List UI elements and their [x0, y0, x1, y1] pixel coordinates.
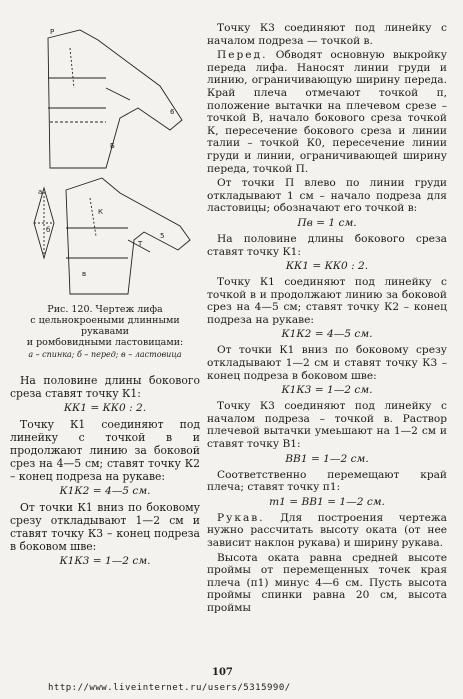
right-column	[207, 22, 447, 617]
right-paragraph-10: Высота оката равна средней высоте проймы от перемещенных точек края плеча (п1) минус 4—6 см. Пусть высота проймы спинки равна 20 см, высота проймы	[207, 551, 447, 614]
right-paragraph-8: Соответственно перемещают край плеча; ставят точку п1:	[207, 468, 447, 494]
label-T: Т	[138, 240, 143, 248]
page-number: 107	[212, 667, 233, 678]
left-formula-3: К1К3 = 1—2 см.	[59, 555, 151, 567]
left-column	[10, 18, 200, 571]
right-paragraph-3: От точки П влево по линии груди откладывают 1 см – начало подреза для ластовицы; обозначают его точкой в:	[207, 177, 447, 215]
left-paragraph-3: От точки К1 вниз по боковому срезу откладывают 1—2 см и ставят точку К3 – конец подреза в боковом шве:	[10, 501, 200, 553]
right-paragraph-2: Обводят основную выкройку переда лифа. Наносят линии груди и линию, ограничивающую ширину переда. Край плеча отмечают точкой п, положение вытачки на плечевом срезе – точкой В, начало бокового среза точкой К, пересечение бокового среза и линии талии – точкой К0, пересечение линии груди и линии, ограничивающей ширину переда, точкой П.	[207, 49, 447, 175]
section-head-sleeve: Рукав.	[217, 511, 265, 524]
right-paragraph-6: От точки К1 вниз по боковому срезу откладывают 1—2 см и ставят точку К3 – конец подреза в боковом шве:	[207, 344, 447, 382]
pattern-drawing	[10, 18, 200, 298]
figure-caption	[10, 304, 200, 360]
caption-title: Рис. 120. Чертеж лифа	[47, 304, 163, 315]
label-R: Р	[50, 28, 55, 36]
left-formula-2: К1К2 = 4—5 см.	[59, 485, 151, 497]
caption-line2: с цельнокроеными длинными рукавами	[30, 315, 180, 337]
formula-1: Пв = 1 см.	[297, 216, 357, 229]
label-a: а	[38, 188, 43, 196]
label-5: 5	[160, 232, 165, 240]
left-formula-1: КК1 = КК0 : 2.	[63, 402, 147, 414]
label-v: в	[82, 270, 87, 278]
formula-3: К1К2 = 4—5 см.	[281, 328, 373, 341]
right-paragraph-4: На половине длины бокового среза ставят точку К1:	[207, 232, 447, 258]
label-6: 6	[170, 108, 175, 116]
formula-2: КК1 = КК0 : 2.	[285, 260, 369, 273]
formula-5: ВВ1 = 1—2 см.	[285, 452, 369, 465]
section-head-front: Перед.	[217, 49, 268, 62]
label-K: К	[98, 208, 103, 216]
caption-sub: а – спинка; б – перед; в – ластовица	[28, 350, 182, 359]
left-body-text	[10, 374, 200, 567]
label-b: б	[46, 226, 51, 234]
right-paragraph-1: Точку К3 соединяют под линейку с началом подреза — точкой в.	[207, 22, 447, 47]
caption-line3: и ромбовидными ластовицами:	[26, 337, 184, 348]
right-paragraph-9: Для построения чертежа нужно рассчитать высоту оката (от нее зависит наклон рукава) и ширину рукава.	[207, 511, 447, 549]
label-B: Б	[110, 142, 115, 150]
formula-4: К1К3 = 1—2 см.	[281, 384, 373, 397]
left-paragraph-2: Точку К1 соединяют под линейку с точкой в и продолжают линию за боковой срез на 4—5 см; ставят точку К2 – конец подреза на рукаве:	[10, 418, 200, 483]
right-paragraph-5: Точку К1 соединяют под линейку с точкой в и продолжают линию за боковой срез на 4—5 см; ставят точку К2 – конец подреза на рукаве:	[207, 276, 447, 326]
right-paragraph-7: Точку К3 соединяют под линейку с началом подреза – точкой в. Раствор плечевой вытачки умеьшают на 1—2 см и ставят точку В1:	[207, 400, 447, 451]
footer-url: http://www.liveinternet.ru/users/5315990/	[48, 683, 291, 693]
left-paragraph-1: На половине длины бокового среза ставят точку К1:	[10, 374, 200, 400]
formula-6: m1 = BB1 = 1—2 см.	[269, 495, 385, 508]
